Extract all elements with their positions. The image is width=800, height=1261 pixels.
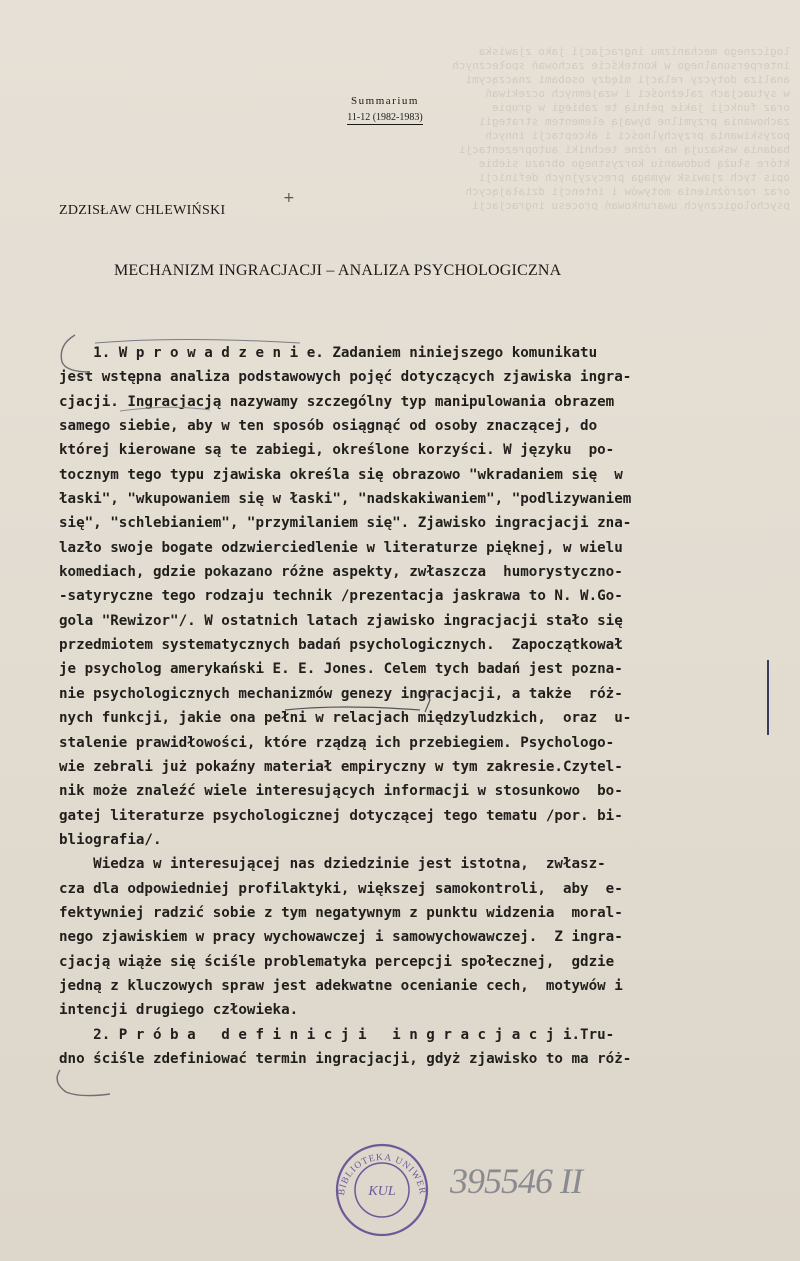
author-name: ZDZISŁAW CHLEWIŃSKI [59, 203, 226, 218]
journal-name: Summarium [351, 95, 419, 107]
body-line: -satyryczne tego rodzaju technik /prezentacja jaskrawa to N. W.Go- [59, 588, 623, 605]
body-line: bliografia/. [59, 831, 162, 848]
bleed-through-text: logicznego mechanizmu ingracjacji jako zjawiska interpersonalnego w kontekście zachowań społecznych analiza dotyczy relacji między osobami znaczącymi w sytuacjach zależności i wzajemnych oczekiwań oraz funkcji jakie pełnią te zabiegi w grupie zachowania przymilne bywają elementem strategii pozyskiwania przychylności i akceptacji innych badania wskazują na różne techniki autoprezentacji które służą budowaniu korzystnego obrazu siebie opis tych zjawisk wymaga precyzyjnych definicji oraz rozróżnienia motywów i intencji działających psychologicznych uwarunkowań procesu ingracjacji [452, 45, 790, 212]
body-line: komediach, gdzie pokazano różne aspekty, zwłaszcza humorystyczno- [59, 564, 623, 581]
ink-underline-jones [285, 707, 420, 710]
body-line: nik może znaleźć wiele interesujących informacji w stosunkowo bo- [59, 783, 623, 800]
body-line: fektywniej radzić sobie z tym negatywnym z punktu widzenia moral- [59, 904, 623, 921]
body-line: cza dla odpowiedniej profilaktyki, większej samokontroli, aby e- [59, 880, 623, 897]
body-line: intencji drugiego człowieka. [59, 1002, 299, 1019]
ink-bracket-jones [425, 690, 430, 712]
body-line: nych funkcji, jakie ona pełni w relacjach międzyludzkich, oraz u- [59, 710, 632, 727]
pencil-underline-intro [95, 340, 300, 344]
body-line: przedmiotem systematycznych badań psychologicznych. Zapoczątkował [59, 637, 623, 654]
body-line: jest wstępna analiza podstawowych pojęć dotyczących zjawiska ingra- [59, 369, 632, 386]
body-line: jedną z kluczowych spraw jest adekwatne ocenianie cech, motywów i [59, 977, 623, 994]
pencil-underline-ingracjacja [120, 407, 210, 411]
body-line: lazło swoje bogate odzwierciedlenie w literaturze pięknej, w wielu [59, 539, 623, 556]
body-line: tocznym tego typu zjawiska określa się obrazowo "wkradaniem się w [59, 466, 623, 483]
pencil-bracket-section2 [57, 1070, 110, 1096]
body-line: wie zebrali już pokaźny materiał empiryczny w tym zakresie.Czytel- [59, 758, 623, 775]
shelf-number: 395546 II [450, 1161, 582, 1201]
body-line: łaski", "wkupowaniem się w łaski", "nadskakiwaniem", "podlizywaniem [59, 491, 632, 508]
body-line: je psycholog amerykański E. E. Jones. Celem tych badań jest pozna- [59, 661, 623, 678]
body-line: nego zjawiskiem w pracy wychowawczej i samowychowawczej. Z ingra- [59, 929, 623, 946]
article-title: MECHANIZM INGRACJACJI – ANALIZA PSYCHOLOGICZNA [114, 262, 562, 279]
body-line: gola "Rewizor"/. W ostatnich latach zjawisko ingracjacji stało się [59, 612, 623, 629]
svg-text:BIBLIOTEKA UNIWERSYTECKA: BIBLIOTEKA UNIWER [336, 1152, 427, 1197]
body-line: dno ściśle zdefiniować termin ingracjacji, gdyż zjawisko to ma róż- [59, 1050, 632, 1067]
journal-issue: 11-12 (1982-1983) [347, 112, 423, 123]
body-line: samego siebie, aby w ten sposób osiągnąć od osoby znaczącej, do [59, 418, 598, 435]
margin-line-mark [767, 660, 769, 735]
body-line: Wiedza w interesującej nas dziedzinie jest istotna, zwłasz- [59, 856, 606, 873]
body-line: stalenie prawidłowości, które rządzą ich przebiegiem. Psychologo- [59, 734, 615, 751]
body-line: cjacji. Ingracjacją nazywamy szczególny typ manipulowania obrazem [59, 393, 615, 410]
body-line: nie psychologicznych mechanizmów genezy ingracjacji, a także róż- [59, 685, 623, 702]
svg-text:KUL: KUL [368, 1184, 396, 1199]
body-line: gatej literaturze psychologicznej dotyczącej tego tematu /por. bi- [59, 807, 623, 824]
body-line: której kierowane są te zabiegi, określone korzyści. W języku po- [59, 442, 615, 459]
library-stamp [332, 1140, 432, 1240]
stamp-seal [332, 1140, 432, 1240]
body-line: 2. P r ó b a d e f i n i c j i i n g r a c j a c j i.Tru- [59, 1026, 615, 1043]
pencil-cross-mark: + [283, 190, 295, 206]
body-line: cjacją wiąże się ściśle problematyka percepcji społecznej, gdzie [59, 953, 615, 970]
body-line: 1. W p r o w a d z e n i e. Zadaniem niniejszego komunikatu [59, 345, 598, 361]
body-line: się", "schlebianiem", "przymilaniem się". Zjawisko ingracjacji zna- [59, 515, 632, 532]
pencil-bracket-intro [61, 335, 90, 372]
